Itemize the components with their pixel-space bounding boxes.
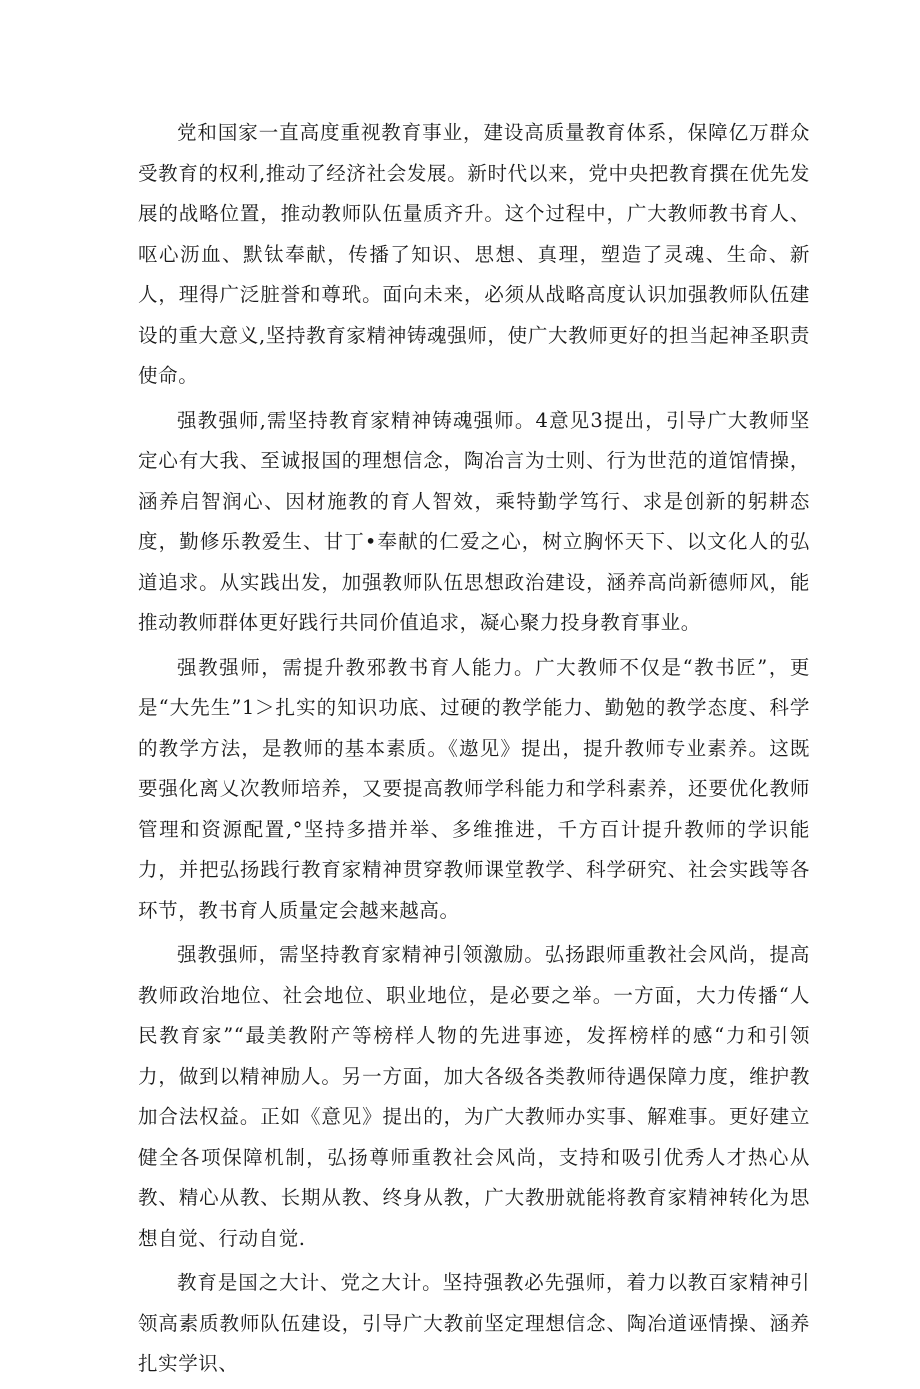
document-body bbox=[138, 113, 810, 1389]
paragraph-conclusion: 教育是国之大计、党之大计。坚持强教必先强师，着力以教百家精神引领高素质教师队伍建设，引导广大教前坚定理想信念、陶冶道诬情操、涵养扎实学识、 bbox=[138, 1271, 810, 1375]
paragraph-intro: 党和国家一直高度重视教育事业，建设高质量教育体系，保障亿万群众受教育的权利,推动了经济社会发展。新时代以来，党中央把教育撰在优先发展的战略位置，推动教师队伍量质齐升。这个过程中，广大教师教书育人、呕心沥血、默钛奉献，传播了知识、思想、真理，塑造了灵魂、生命、新人，理得广泛脏誉和尊玳。面向未来，必须从战略高度认识加强教师队伍建设的重大意义,坚持教育家精神铸魂强师，使广大教师更好的担当起神圣职责使命。 bbox=[138, 121, 810, 387]
paragraph-soul-casting: 强教强师,需坚持教育家精神铸魂强师。4意见3提出，引导广大教师坚定心有大我、至诚报国的理想信念，陶冶言为士则、行为世范的道馆情操，涵养启智润心、因材施教的育人智效，乘特勤学笃行、求是创新的躬耕态度，勤修乐教爱生、甘丁•奉献的仁爱之心，树立胸怀天下、以文化人的弘道追求。从实践出发，加强教师队伍思想政治建设，涵养高尚新德师风，能推动教师群体更好践行共同价值追求，凝心聚力投身教育事业。 bbox=[138, 408, 810, 634]
paragraph-incentives: 强教强师，需坚持教育家精神引领激励。弘扬跟师重教社会风尚，提高教师政治地位、社会地位、职业地位，是必要之举。一方面，大力传播“人民教育家”“最美教附产等榜样人物的先进事迹，发挥榜样的感“力和引领力，做到以精神励人。另一方面，加大各级各类教师待遇保障力度，维护教加合法权益。正如《意见》提出的，为广大教师办实事、解难事。更好建立健全各项保障机制，弘扬尊师重教社会风尚，支持和吸引优秀人才热心从教、精心从教、长期从教、终身从教，广大教册就能将教育家精神转化为思想自觉、行动自觉. bbox=[138, 943, 810, 1250]
paragraph-teaching-ability: 强教强师，需提升教邪教书育人能力。广大教师不仅是“教书匠”，更是“大先生”1＞扎实的知识功底、过硬的教学能力、勤勉的教学态度、科学的教学方法，是教师的基本素质。《遨见》提出，提升教师专业素养。这既要强化离乂次教师培养，又要提高教师学科能力和学科素养，还要优化教师管理和资源配置,°坚持多措并举、多维推进，千方百计提升教师的学识能力，并把弘扬践行教育家精神贯穿教师课堂教学、科学研究、社会实践等各环节，教书育人质量定会越来越高。 bbox=[138, 655, 810, 922]
